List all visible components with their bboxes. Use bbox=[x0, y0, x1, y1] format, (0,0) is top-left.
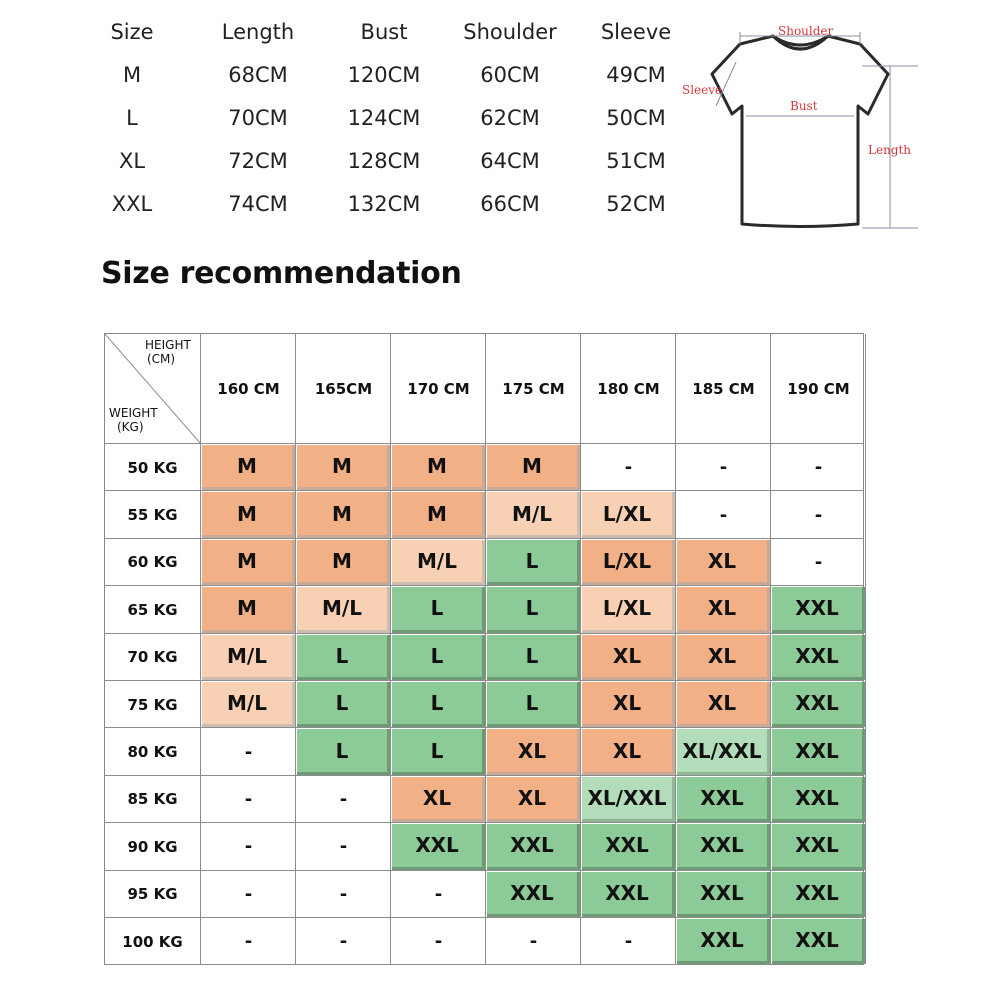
tshirt-outline bbox=[712, 36, 888, 227]
size-cell: XL bbox=[582, 682, 675, 727]
size-cell: XL bbox=[677, 635, 770, 680]
grid-line bbox=[105, 822, 863, 823]
height-header: 185 CM bbox=[692, 380, 755, 398]
size-cell: - bbox=[244, 883, 253, 905]
weight-label: 80 KG bbox=[127, 743, 178, 762]
size-cell: M bbox=[297, 540, 390, 585]
grid-line bbox=[105, 775, 863, 776]
size-cell: XXL bbox=[772, 635, 865, 680]
size-cell: XXL bbox=[487, 824, 580, 869]
size-cell: XL bbox=[582, 729, 675, 774]
measurement-cell: 120CM bbox=[347, 63, 421, 87]
height-label-text: HEIGHT bbox=[145, 338, 191, 352]
size-recommendation-title: Size recommendation bbox=[101, 256, 462, 291]
measurement-cell: 60CM bbox=[480, 63, 540, 87]
grid-line bbox=[105, 917, 863, 918]
size-cell: XXL bbox=[677, 824, 770, 869]
size-cell: L bbox=[297, 635, 390, 680]
weight-unit-text: (KG) bbox=[117, 420, 144, 434]
measurement-cell: 128CM bbox=[347, 149, 421, 173]
size-cell: M/L bbox=[392, 540, 485, 585]
height-unit-text: (CM) bbox=[147, 352, 176, 366]
size-cell: - bbox=[244, 836, 253, 858]
size-cell: L/XL bbox=[582, 540, 675, 585]
size-cell: - bbox=[814, 551, 823, 573]
grid-line bbox=[105, 633, 863, 634]
grid-line bbox=[105, 585, 863, 586]
sleeve-label: Sleeve bbox=[682, 83, 723, 97]
size-cell: XL bbox=[677, 682, 770, 727]
corner-height-label bbox=[145, 338, 191, 366]
size-cell: L bbox=[297, 729, 390, 774]
measurement-cell: 74CM bbox=[228, 192, 288, 216]
shoulder-label: Shoulder bbox=[778, 24, 834, 38]
weight-label: 85 KG bbox=[127, 790, 178, 809]
size-cell: - bbox=[624, 457, 633, 479]
size-cell: - bbox=[814, 504, 823, 526]
size-cell: L bbox=[487, 635, 580, 680]
size-cell: - bbox=[814, 457, 823, 479]
measurement-cell: XL bbox=[118, 149, 146, 173]
size-cell: XXL bbox=[392, 824, 485, 869]
measurement-cell: 70CM bbox=[228, 106, 288, 130]
size-cell: XXL bbox=[582, 824, 675, 869]
weight-label: 100 KG bbox=[122, 932, 183, 951]
size-cell: XXL bbox=[772, 587, 865, 632]
weight-label: 75 KG bbox=[127, 695, 178, 714]
weight-label: 70 KG bbox=[127, 648, 178, 667]
weight-label: 50 KG bbox=[127, 458, 178, 477]
size-cell: XXL bbox=[772, 682, 865, 727]
size-cell: XXL bbox=[772, 919, 865, 964]
measurement-cell: 132CM bbox=[347, 192, 421, 216]
size-cell: M bbox=[202, 540, 295, 585]
size-cell: XL/XXL bbox=[677, 729, 770, 774]
measurement-header-cell: Length bbox=[221, 20, 295, 44]
measurement-cell: 62CM bbox=[480, 106, 540, 130]
measurement-header-cell: Sleeve bbox=[600, 20, 672, 44]
height-header: 160 CM bbox=[217, 380, 280, 398]
size-cell: - bbox=[434, 931, 443, 953]
height-header: 175 CM bbox=[502, 380, 565, 398]
size-cell: M bbox=[297, 492, 390, 537]
size-cell: L bbox=[487, 587, 580, 632]
measurement-cell: M bbox=[122, 63, 142, 87]
grid-line bbox=[105, 964, 863, 965]
size-cell: M bbox=[202, 587, 295, 632]
size-cell: - bbox=[244, 931, 253, 953]
height-header: 170 CM bbox=[407, 380, 470, 398]
size-cell: - bbox=[339, 883, 348, 905]
measurement-cell: 52CM bbox=[606, 192, 666, 216]
measurement-cell: 68CM bbox=[228, 63, 288, 87]
measurement-cell: 49CM bbox=[606, 63, 666, 87]
size-cell: XL bbox=[677, 587, 770, 632]
measurement-cell: 66CM bbox=[480, 192, 540, 216]
measurement-header-cell: Size bbox=[110, 20, 154, 44]
tshirt-diagram bbox=[678, 14, 923, 239]
measurement-header-cell: Shoulder bbox=[463, 20, 557, 44]
size-cell: XXL bbox=[772, 824, 865, 869]
size-cell: - bbox=[339, 788, 348, 810]
size-cell: M bbox=[297, 445, 390, 490]
length-label: Length bbox=[868, 143, 912, 157]
weight-label: 55 KG bbox=[127, 506, 178, 525]
size-cell: XXL bbox=[582, 872, 675, 917]
size-cell: XXL bbox=[677, 777, 770, 822]
grid-line bbox=[105, 538, 863, 539]
size-cell: - bbox=[244, 788, 253, 810]
size-cell: - bbox=[529, 931, 538, 953]
size-cell: XXL bbox=[772, 872, 865, 917]
size-cell: - bbox=[339, 836, 348, 858]
grid-line bbox=[105, 870, 863, 871]
size-cell: M bbox=[202, 492, 295, 537]
size-cell: XXL bbox=[772, 777, 865, 822]
size-cell: - bbox=[434, 883, 443, 905]
size-cell: - bbox=[624, 931, 633, 953]
size-cell: XL bbox=[392, 777, 485, 822]
size-cell: L bbox=[392, 729, 485, 774]
height-header: 165CM bbox=[314, 380, 373, 398]
measurement-cell: 72CM bbox=[228, 149, 288, 173]
size-cell: M bbox=[392, 445, 485, 490]
size-cell: - bbox=[339, 931, 348, 953]
size-cell: M/L bbox=[297, 587, 390, 632]
measurement-cell: 50CM bbox=[606, 106, 666, 130]
weight-label: 65 KG bbox=[127, 600, 178, 619]
grid-line bbox=[105, 727, 863, 728]
measurement-cell: 64CM bbox=[480, 149, 540, 173]
size-cell: M bbox=[202, 445, 295, 490]
size-cell: XL/XXL bbox=[582, 777, 675, 822]
measurement-cell: 124CM bbox=[347, 106, 421, 130]
bust-label: Bust bbox=[790, 99, 818, 113]
corner-weight-label bbox=[109, 406, 158, 434]
size-cell: L/XL bbox=[582, 492, 675, 537]
size-cell: XL bbox=[582, 635, 675, 680]
size-cell: - bbox=[244, 741, 253, 763]
size-cell: - bbox=[719, 504, 728, 526]
size-cell: - bbox=[719, 457, 728, 479]
measurement-cell: 51CM bbox=[606, 149, 666, 173]
size-cell: L bbox=[392, 682, 485, 727]
size-cell: M bbox=[392, 492, 485, 537]
height-header: 190 CM bbox=[787, 380, 850, 398]
size-cell: M bbox=[487, 445, 580, 490]
size-cell: M/L bbox=[487, 492, 580, 537]
weight-label: 90 KG bbox=[127, 837, 178, 856]
weight-label-text: WEIGHT bbox=[109, 406, 158, 420]
size-cell: L bbox=[487, 540, 580, 585]
size-cell: XXL bbox=[677, 919, 770, 964]
size-cell: M/L bbox=[202, 635, 295, 680]
size-cell: L/XL bbox=[582, 587, 675, 632]
size-cell: XXL bbox=[772, 729, 865, 774]
size-cell: L bbox=[487, 682, 580, 727]
size-cell: M/L bbox=[202, 682, 295, 727]
grid-line bbox=[105, 490, 863, 491]
size-recommendation-table bbox=[104, 333, 864, 965]
measurement-cell: XXL bbox=[111, 192, 153, 216]
size-cell: XL bbox=[677, 540, 770, 585]
size-cell: L bbox=[392, 587, 485, 632]
size-cell: XXL bbox=[487, 872, 580, 917]
size-cell: XL bbox=[487, 777, 580, 822]
weight-label: 60 KG bbox=[127, 553, 178, 572]
grid-line bbox=[105, 680, 863, 681]
measurement-header-cell: Bust bbox=[360, 20, 408, 44]
size-cell: XL bbox=[487, 729, 580, 774]
size-cell: L bbox=[297, 682, 390, 727]
measurement-cell: L bbox=[126, 106, 138, 130]
size-cell: XXL bbox=[677, 872, 770, 917]
height-header: 180 CM bbox=[597, 380, 660, 398]
weight-label: 95 KG bbox=[127, 885, 178, 904]
size-cell: L bbox=[392, 635, 485, 680]
